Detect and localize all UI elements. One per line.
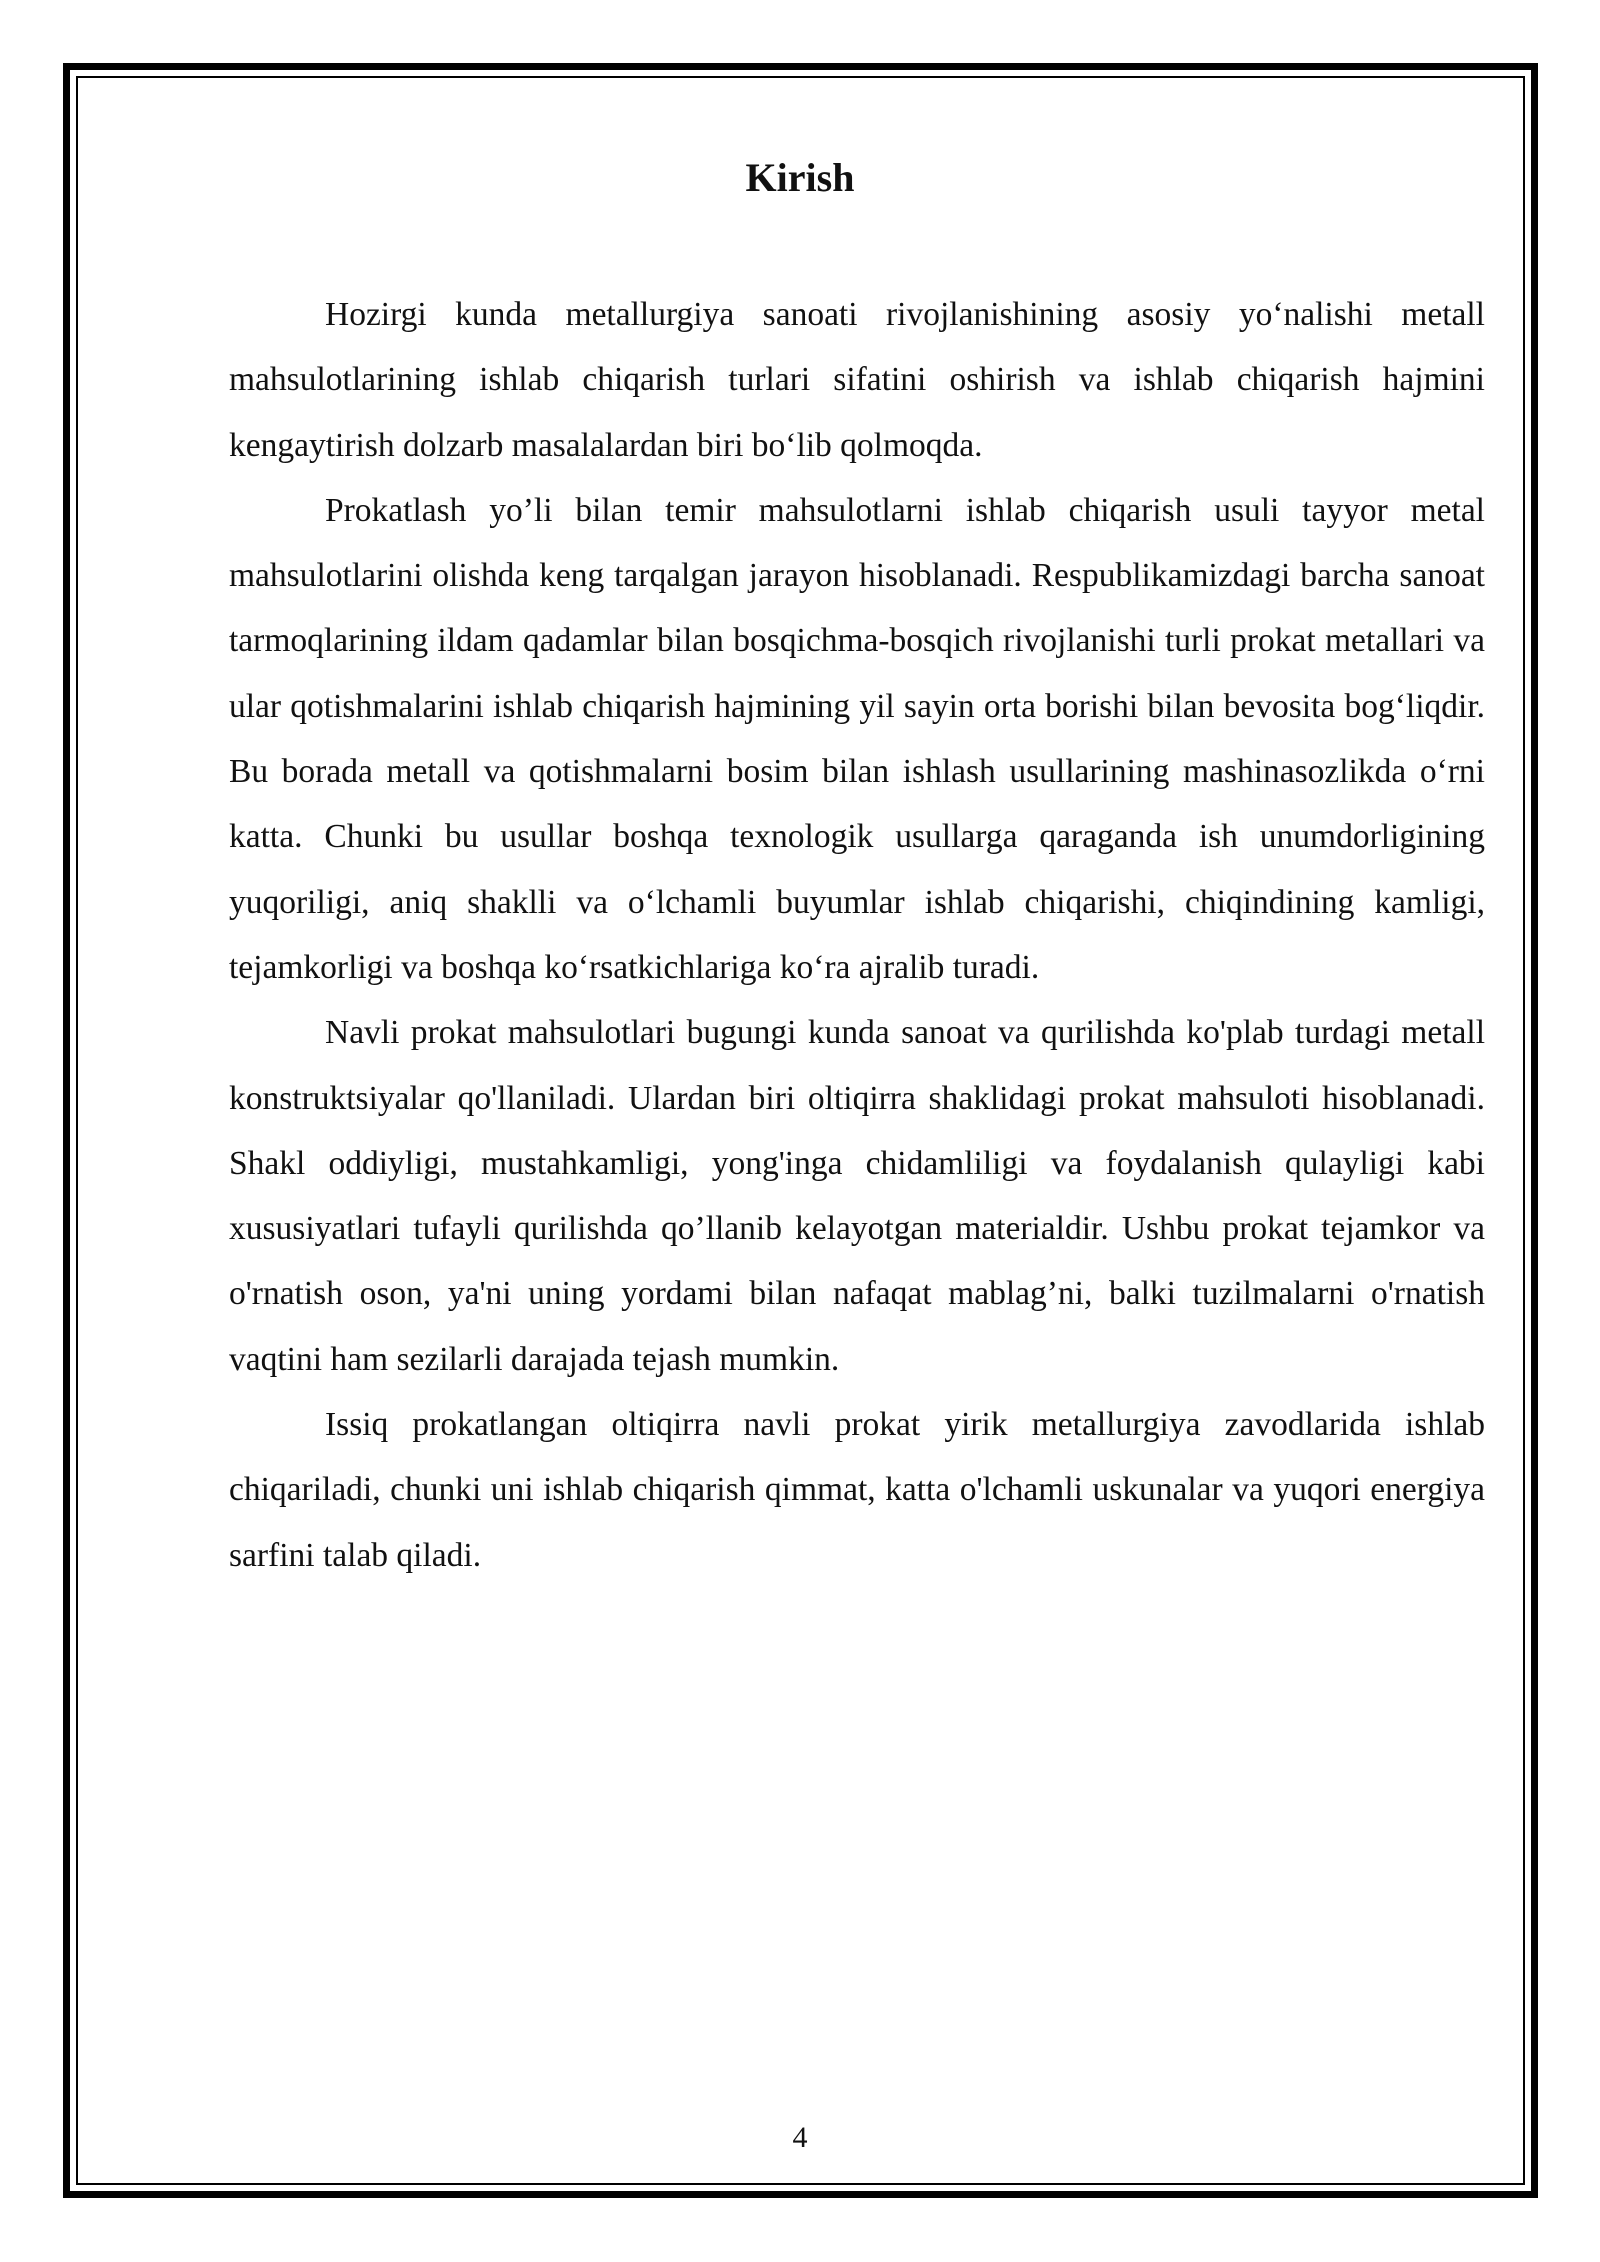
paragraph-4: Issiq prokatlangan oltiqirra navli prokat yirik metallurgiya zavodlarida ishlab chiqariladi, chunki uni ishlab chiqarish qimmat, katta o'lchamli uskunalar va yuqori energiya sarfini talab qiladi. xyxy=(229,1406,1485,1574)
paragraph-1: Hozirgi kunda metallurgiya sanoati rivojlanishining asosiy yo‘nalishi metall mahsulotlarining ishlab chiqarish turlari sifatini oshirish va ishlab chiqarish hajmini kengaytirish dolzarb masalalardan biri bo‘lib qolmoqda. xyxy=(229,296,1485,464)
body-text xyxy=(229,282,1485,1588)
page-number: 4 xyxy=(792,2121,808,2154)
paragraph-2: Prokatlash yo’li bilan temir mahsulotlarni ishlab chiqarish usuli tayyor metal mahsulotlarini olishda keng tarqalgan jarayon hisoblanadi. Respublikamizdagi barcha sanoat tarmoqlarining ildam qadamlar bilan bosqichma-bosqich rivojlanishi turli prokat metallari va ular qotishmalarini ishlab chiqarish hajmining yil sayin orta borishi bilan bevosita bog‘liqdir. Bu borada metall va qotishmalarni bosim bilan ishlash usullarining mashinasozlikda o‘rni katta. Chunki bu usullar boshqa texnologik usullarga qaraganda ish unumdorligining yuqoriligi, aniq shaklli va o‘lchamli buyumlar ishlab chiqarishi, chiqindining kamligi, tejamkorligi va boshqa ko‘rsatkichlariga ko‘ra ajralib turadi. xyxy=(229,491,1485,986)
page-title: Kirish xyxy=(745,155,855,200)
paragraph-3: Navli prokat mahsulotlari bugungi kunda sanoat va qurilishda ko'plab turdagi metall konstruktsiyalar qo'llaniladi. Ulardan biri oltiqirra shaklidagi prokat mahsuloti hisoblanadi. Shakl oddiyligi, mustahkamligi, yong'inga chidamliligi va foydalanish qulayligi kabi xususiyatlari tufayli qurilishda qo’llanib kelayotgan materialdir. Ushbu prokat tejamkor va o'rnatish oson, ya'ni uning yordami bilan nafaqat mablag’ni, balki tuzilmalarni o'rnatish vaqtini ham sezilarli darajada tejash mumkin. xyxy=(229,1014,1485,1378)
